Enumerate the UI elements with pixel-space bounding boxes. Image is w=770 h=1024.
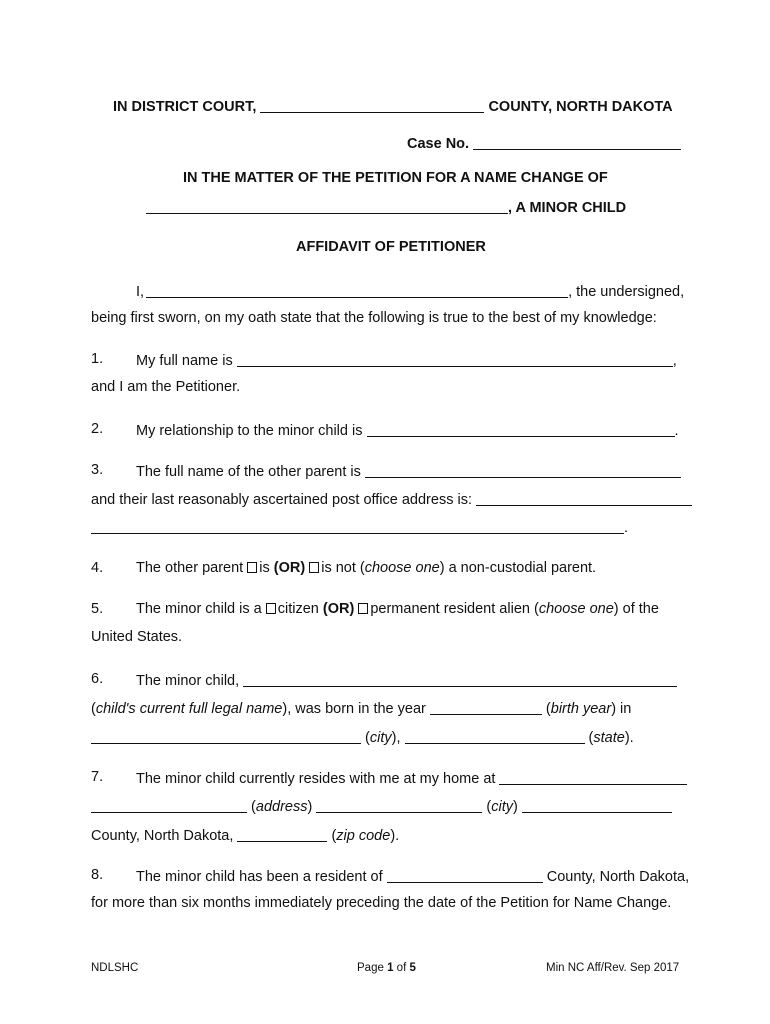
item-4-text: The other parent (136, 560, 244, 576)
item-8-cont (91, 894, 671, 912)
item-5-cont-text: United States. (91, 629, 183, 645)
doc-title-text: AFFIDAVIT OF PETITIONER (296, 239, 486, 255)
home-address-field[interactable] (499, 770, 687, 785)
item-2-text: My relationship to the minor child is (136, 423, 363, 439)
item-3-end: . (624, 520, 629, 536)
county-name-field[interactable] (260, 98, 484, 113)
choose-one: choose one (364, 560, 440, 576)
resident-alien-checkbox[interactable] (358, 603, 368, 614)
born-text: ), was born in the year (282, 701, 426, 717)
item-1-end: , (672, 353, 677, 369)
paren: ( (91, 701, 96, 717)
paren: ( (331, 828, 337, 844)
zip-hint: zip code (336, 828, 391, 844)
item-number: 7. (91, 769, 104, 785)
minor-child-line (146, 197, 626, 217)
item-1-cont-text: and I am the Petitioner. (91, 379, 241, 395)
paren: ( (588, 730, 594, 746)
page-total: 5 (409, 962, 416, 974)
intro-line (136, 281, 684, 301)
case-no-label: Case No. (407, 136, 470, 152)
item-number: 1. (91, 351, 104, 367)
court-prefix: IN DISTRICT COURT, (113, 99, 257, 115)
county-text: County, North Dakota, (91, 828, 234, 844)
birth-city-field[interactable] (91, 729, 361, 744)
or-label: (OR) (322, 601, 355, 617)
full-name-field[interactable] (237, 352, 673, 367)
page-number: 1 (387, 962, 394, 974)
matter-title (183, 169, 608, 187)
birth-year-hint: birth year (550, 701, 612, 717)
city-field-2[interactable] (522, 798, 672, 813)
item-6-line (136, 670, 677, 690)
sworn-text: being first sworn, on my oath state that the following is true to the best of my knowledge: (91, 310, 657, 326)
comma: ), (391, 730, 401, 746)
case-number-line (407, 133, 681, 153)
item-1-text: My full name is (136, 353, 233, 369)
of-label: of (396, 962, 407, 974)
is-not-checkbox[interactable] (309, 562, 319, 573)
paren: ) (307, 799, 313, 815)
matter-title-text: IN THE MATTER OF THE PETITION FOR A NAME CHANGE OF (183, 170, 608, 186)
doc-title (296, 238, 486, 256)
other-parent-address-field-2[interactable] (91, 519, 624, 534)
zip-code-field[interactable] (237, 827, 327, 842)
item-number: 8. (91, 867, 104, 883)
i-label: I, (136, 284, 145, 300)
city-field[interactable] (316, 798, 482, 813)
item-4-end: ) a non-custodial parent. (439, 560, 597, 576)
item-1-cont (91, 378, 240, 396)
item-6-cont (91, 698, 631, 718)
paren: ( (486, 799, 492, 815)
item-2-line (136, 420, 679, 440)
birth-year-field[interactable] (430, 700, 542, 715)
address-field[interactable] (91, 798, 247, 813)
item-5-cont (91, 628, 182, 646)
item-2-end: . (674, 423, 679, 439)
item-4-line (136, 559, 596, 577)
item-6-cont2 (91, 727, 634, 747)
birth-state-field[interactable] (405, 729, 585, 744)
item-3-cont (91, 489, 692, 509)
item-7-line (136, 768, 687, 788)
item-8-line (136, 866, 689, 886)
item-3-line (136, 461, 681, 481)
other-parent-address-field[interactable] (476, 491, 692, 506)
other-parent-name-field[interactable] (365, 463, 681, 478)
item-5-end: ) of the (613, 601, 659, 617)
item-7-end: ). (390, 828, 400, 844)
item-3-cont-text: and their last reasonably ascertained post office address is: (91, 492, 472, 508)
relationship-field[interactable] (367, 422, 675, 437)
court-line (113, 96, 673, 116)
resident-alien-label: permanent resident alien ( (370, 601, 539, 617)
is-not-label: is not ( (321, 560, 365, 576)
citizen-checkbox[interactable] (266, 603, 276, 614)
court-suffix: COUNTY, NORTH DAKOTA (488, 99, 673, 115)
is-label: is (259, 560, 270, 576)
item-number: 2. (91, 421, 104, 437)
item-7-cont (91, 796, 672, 816)
or-label: (OR) (273, 560, 306, 576)
city-hint: city (491, 799, 513, 815)
footer-left: NDLSHC (91, 962, 139, 974)
citizen-label: citizen (277, 601, 319, 617)
paren: ( (545, 701, 551, 717)
child-name-field[interactable] (243, 672, 677, 687)
page-label: Page (357, 962, 384, 974)
item-7-cont2 (91, 825, 399, 845)
item-number: 6. (91, 671, 104, 687)
footer-right: Min NC Aff/Rev. Sep 2017 (546, 962, 680, 974)
item-1-line (136, 350, 677, 370)
resident-county-field[interactable] (387, 868, 543, 883)
is-checkbox[interactable] (247, 562, 257, 573)
item-5-line (136, 600, 659, 618)
minor-child-suffix: , A MINOR CHILD (508, 200, 627, 216)
city-hint: city (369, 730, 392, 746)
address-hint: address (255, 799, 308, 815)
minor-child-name-field[interactable] (146, 199, 508, 214)
state-hint: state (593, 730, 625, 746)
choose-one: choose one (538, 601, 614, 617)
item-7-text: The minor child currently resides with me at my home at (136, 771, 496, 787)
paren: ) (512, 799, 518, 815)
item-3-cont2 (91, 517, 628, 537)
item-6-end: ). (624, 730, 634, 746)
item-8-text: The minor child has been a resident of (136, 869, 383, 885)
sworn-line (91, 309, 657, 327)
county-text: County, North Dakota, (546, 869, 690, 885)
item-6-text: The minor child, (136, 673, 240, 689)
in-text: ) in (611, 701, 632, 717)
undersigned-text: , the undersigned, (568, 284, 685, 300)
item-5-text: The minor child is a (136, 601, 262, 617)
paren: ( (365, 730, 370, 746)
legal-name-hint: child's current full legal name (95, 701, 283, 717)
item-number: 3. (91, 462, 104, 478)
petitioner-name-field[interactable] (146, 283, 568, 298)
item-8-cont-text: for more than six months immediately preceding the date of the Petition for Name Change. (91, 895, 672, 911)
case-number-field[interactable] (473, 135, 681, 150)
item-number: 5. (91, 601, 104, 617)
footer-page (357, 961, 416, 975)
paren: ( (251, 799, 256, 815)
item-3-text: The full name of the other parent is (136, 464, 361, 480)
item-number: 4. (91, 560, 104, 576)
